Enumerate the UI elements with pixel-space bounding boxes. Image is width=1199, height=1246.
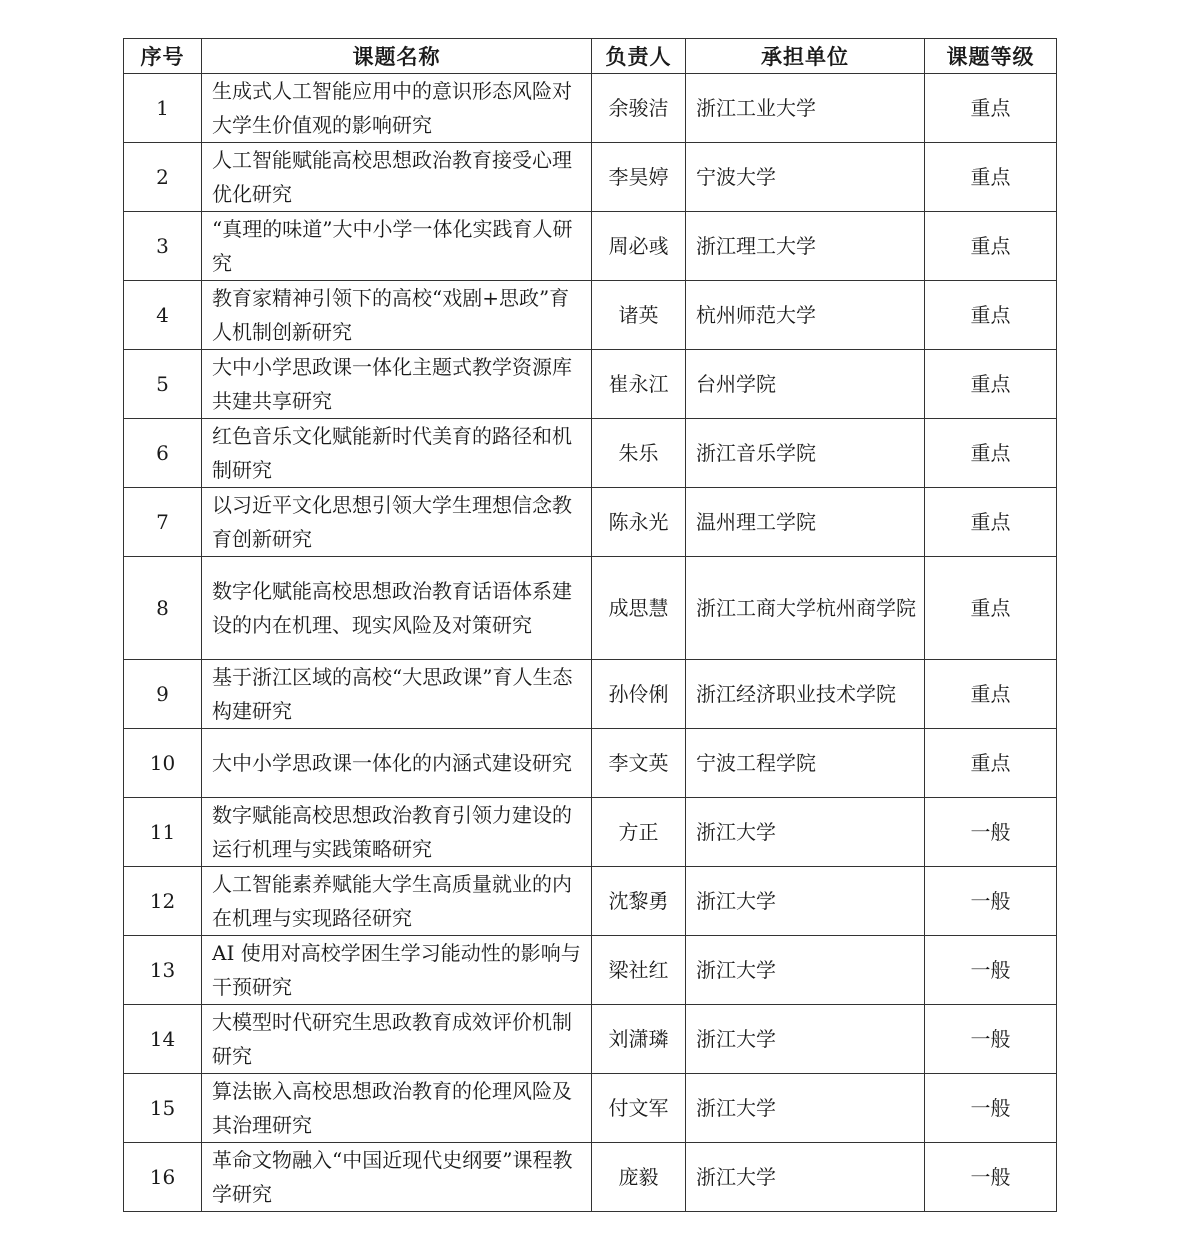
table-row bbox=[124, 1143, 1057, 1212]
cell-level: 一般 bbox=[925, 798, 1057, 867]
cell-title: AI 使用对高校学困生学习能动性的影响与干预研究 bbox=[202, 936, 592, 1005]
table-row bbox=[124, 350, 1057, 419]
cell-no: 3 bbox=[124, 212, 202, 281]
cell-lead: 沈黎勇 bbox=[592, 867, 686, 936]
cell-lead: 梁社红 bbox=[592, 936, 686, 1005]
cell-title: 算法嵌入高校思想政治教育的伦理风险及其治理研究 bbox=[202, 1074, 592, 1143]
header-level: 课题等级 bbox=[925, 39, 1057, 74]
cell-title: 数字化赋能高校思想政治教育话语体系建设的内在机理、现实风险及对策研究 bbox=[202, 557, 592, 660]
table-row bbox=[124, 281, 1057, 350]
cell-title: 以习近平文化思想引领大学生理想信念教育创新研究 bbox=[202, 488, 592, 557]
cell-title: 教育家精神引领下的高校“戏剧+思政”育人机制创新研究 bbox=[202, 281, 592, 350]
cell-level: 重点 bbox=[925, 281, 1057, 350]
table-body bbox=[124, 74, 1057, 1212]
cell-level: 一般 bbox=[925, 936, 1057, 1005]
cell-lead: 朱乐 bbox=[592, 419, 686, 488]
cell-no: 12 bbox=[124, 867, 202, 936]
table-row bbox=[124, 798, 1057, 867]
cell-unit: 浙江大学 bbox=[686, 867, 925, 936]
cell-level: 重点 bbox=[925, 350, 1057, 419]
cell-unit: 浙江大学 bbox=[686, 1074, 925, 1143]
header-title: 课题名称 bbox=[202, 39, 592, 74]
cell-lead: 周必彧 bbox=[592, 212, 686, 281]
cell-unit: 温州理工学院 bbox=[686, 488, 925, 557]
table-row bbox=[124, 557, 1057, 660]
table-row bbox=[124, 1074, 1057, 1143]
cell-title: 大中小学思政课一体化的内涵式建设研究 bbox=[202, 729, 592, 798]
cell-no: 6 bbox=[124, 419, 202, 488]
table-row bbox=[124, 419, 1057, 488]
cell-unit: 浙江大学 bbox=[686, 936, 925, 1005]
cell-unit: 浙江大学 bbox=[686, 798, 925, 867]
header-row bbox=[124, 39, 1057, 74]
cell-no: 14 bbox=[124, 1005, 202, 1074]
cell-no: 13 bbox=[124, 936, 202, 1005]
cell-level: 重点 bbox=[925, 660, 1057, 729]
cell-unit: 浙江工业大学 bbox=[686, 74, 925, 143]
cell-level: 重点 bbox=[925, 729, 1057, 798]
cell-no: 5 bbox=[124, 350, 202, 419]
cell-title: 数字赋能高校思想政治教育引领力建设的运行机理与实践策略研究 bbox=[202, 798, 592, 867]
cell-no: 10 bbox=[124, 729, 202, 798]
header-lead: 负责人 bbox=[592, 39, 686, 74]
cell-title: 人工智能素养赋能大学生高质量就业的内在机理与实现路径研究 bbox=[202, 867, 592, 936]
cell-unit: 台州学院 bbox=[686, 350, 925, 419]
cell-lead: 李文英 bbox=[592, 729, 686, 798]
cell-lead: 崔永江 bbox=[592, 350, 686, 419]
project-table bbox=[123, 38, 1057, 1212]
cell-unit: 杭州师范大学 bbox=[686, 281, 925, 350]
cell-title: 生成式人工智能应用中的意识形态风险对大学生价值观的影响研究 bbox=[202, 74, 592, 143]
cell-title: 基于浙江区域的高校“大思政课”育人生态构建研究 bbox=[202, 660, 592, 729]
cell-level: 重点 bbox=[925, 212, 1057, 281]
cell-no: 11 bbox=[124, 798, 202, 867]
cell-level: 重点 bbox=[925, 74, 1057, 143]
cell-unit: 浙江大学 bbox=[686, 1005, 925, 1074]
cell-lead: 付文军 bbox=[592, 1074, 686, 1143]
cell-title: 大中小学思政课一体化主题式教学资源库共建共享研究 bbox=[202, 350, 592, 419]
cell-level: 重点 bbox=[925, 488, 1057, 557]
header-no: 序号 bbox=[124, 39, 202, 74]
cell-unit: 浙江大学 bbox=[686, 1143, 925, 1212]
cell-lead: 李昊婷 bbox=[592, 143, 686, 212]
table-row bbox=[124, 143, 1057, 212]
cell-level: 一般 bbox=[925, 1143, 1057, 1212]
cell-unit: 浙江理工大学 bbox=[686, 212, 925, 281]
cell-title: 人工智能赋能高校思想政治教育接受心理优化研究 bbox=[202, 143, 592, 212]
cell-level: 一般 bbox=[925, 1005, 1057, 1074]
cell-lead: 方正 bbox=[592, 798, 686, 867]
cell-unit: 浙江工商大学杭州商学院 bbox=[686, 557, 925, 660]
cell-title: “真理的味道”大中小学一体化实践育人研究 bbox=[202, 212, 592, 281]
table-row bbox=[124, 74, 1057, 143]
table-row bbox=[124, 1005, 1057, 1074]
cell-lead: 诸英 bbox=[592, 281, 686, 350]
cell-no: 4 bbox=[124, 281, 202, 350]
cell-lead: 成思慧 bbox=[592, 557, 686, 660]
cell-level: 一般 bbox=[925, 1074, 1057, 1143]
cell-title: 红色音乐文化赋能新时代美育的路径和机制研究 bbox=[202, 419, 592, 488]
table-row bbox=[124, 936, 1057, 1005]
table-row bbox=[124, 488, 1057, 557]
cell-unit: 宁波大学 bbox=[686, 143, 925, 212]
cell-title: 革命文物融入“中国近现代史纲要”课程教学研究 bbox=[202, 1143, 592, 1212]
table-row bbox=[124, 867, 1057, 936]
cell-lead: 陈永光 bbox=[592, 488, 686, 557]
cell-unit: 浙江音乐学院 bbox=[686, 419, 925, 488]
cell-no: 1 bbox=[124, 74, 202, 143]
cell-unit: 浙江经济职业技术学院 bbox=[686, 660, 925, 729]
cell-level: 重点 bbox=[925, 557, 1057, 660]
table-header bbox=[124, 39, 1057, 74]
cell-lead: 余骏洁 bbox=[592, 74, 686, 143]
cell-lead: 孙伶俐 bbox=[592, 660, 686, 729]
cell-no: 8 bbox=[124, 557, 202, 660]
cell-level: 重点 bbox=[925, 419, 1057, 488]
table-row bbox=[124, 212, 1057, 281]
cell-no: 9 bbox=[124, 660, 202, 729]
cell-lead: 庞毅 bbox=[592, 1143, 686, 1212]
project-table-container bbox=[123, 38, 1057, 1212]
cell-level: 重点 bbox=[925, 143, 1057, 212]
cell-level: 一般 bbox=[925, 867, 1057, 936]
cell-no: 16 bbox=[124, 1143, 202, 1212]
cell-lead: 刘潇璘 bbox=[592, 1005, 686, 1074]
header-unit: 承担单位 bbox=[686, 39, 925, 74]
cell-no: 15 bbox=[124, 1074, 202, 1143]
table-row bbox=[124, 660, 1057, 729]
cell-no: 2 bbox=[124, 143, 202, 212]
cell-title: 大模型时代研究生思政教育成效评价机制研究 bbox=[202, 1005, 592, 1074]
cell-unit: 宁波工程学院 bbox=[686, 729, 925, 798]
cell-no: 7 bbox=[124, 488, 202, 557]
table-row bbox=[124, 729, 1057, 798]
